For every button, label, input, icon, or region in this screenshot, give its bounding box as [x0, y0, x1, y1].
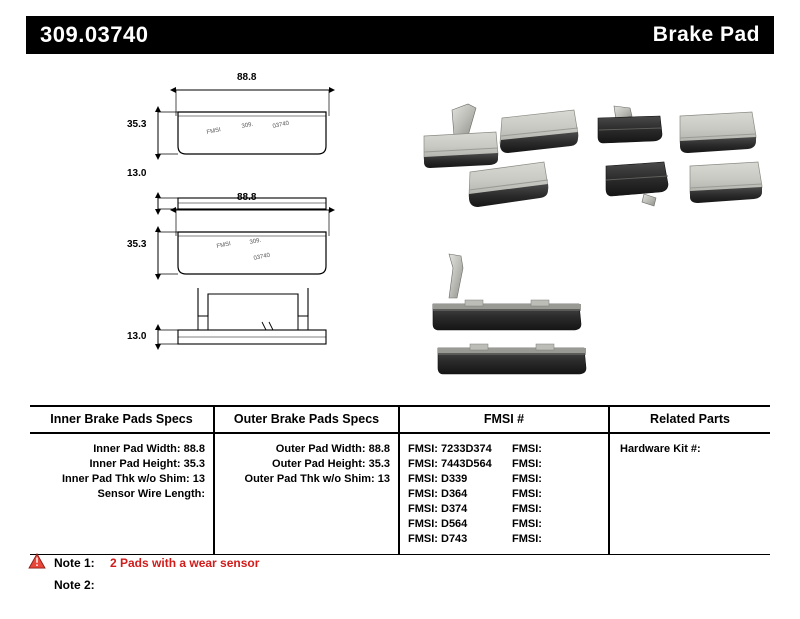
dimension-top-thickness: 13.0 — [127, 168, 147, 179]
note-row — [54, 574, 554, 596]
fmsi-right-value: FMSI: — [512, 487, 542, 500]
fmsi-right-value: FMSI: — [512, 517, 542, 530]
svg-text:309.: 309. — [241, 121, 254, 130]
note-2-label: Note 2: — [54, 578, 95, 592]
dimension-top-width: 88.8 — [237, 72, 257, 83]
inner-pad-height: Inner Pad Height: 35.3 — [89, 457, 205, 470]
fmsi-right-value: FMSI: — [512, 472, 542, 485]
bottom-front-view — [158, 210, 329, 344]
fmsi-row — [400, 516, 608, 531]
fmsi-row — [400, 486, 608, 501]
svg-text:03740: 03740 — [253, 252, 271, 262]
fmsi-row — [400, 456, 608, 471]
outer-specs-cell — [215, 434, 400, 554]
outer-pad-height: Outer Pad Height: 35.3 — [272, 457, 390, 470]
dimension-bottom-width: 88.8 — [237, 192, 257, 203]
svg-text:309.: 309. — [249, 237, 262, 246]
part-number: 309.03740 — [40, 22, 149, 47]
fmsi-left-value: FMSI: D364 — [408, 487, 468, 500]
inner-pad-thickness: Inner Pad Thk w/o Shim: 13 — [61, 472, 205, 485]
column-header-outer: Outer Brake Pads Specs — [215, 407, 400, 432]
fmsi-left-value: FMSI: D374 — [408, 502, 468, 515]
dimension-top-height: 35.3 — [127, 119, 147, 130]
svg-text:FMSI: FMSI — [216, 241, 232, 250]
fmsi-left-value: FMSI: 7233D374 — [408, 442, 492, 455]
fmsi-left-value: FMSI: 7443D564 — [408, 457, 492, 470]
column-header-related: Related Parts — [650, 412, 730, 426]
sensor-wire-length: Sensor Wire Length: — [97, 487, 205, 500]
specs-table-header-row — [30, 407, 770, 434]
outer-pad-width: Outer Pad Width: 88.8 — [275, 442, 390, 455]
drawing-svg — [26, 58, 774, 398]
specs-table-body — [30, 434, 770, 554]
fmsi-right-value: FMSI: — [512, 442, 542, 455]
technical-drawing-area — [26, 58, 774, 398]
warning-icon — [28, 553, 46, 569]
fmsi-right-value: FMSI: — [512, 502, 542, 515]
related-parts-cell — [610, 434, 770, 554]
photo-pad-group-right — [598, 106, 762, 206]
page-title: Brake Pad — [652, 23, 760, 46]
photo-pad-group-left — [424, 104, 578, 207]
specs-table — [30, 405, 770, 555]
fmsi-row — [400, 531, 608, 546]
fmsi-left-value: FMSI: D743 — [408, 532, 468, 545]
fmsi-right-value: FMSI: — [512, 457, 542, 470]
dimension-bottom-height: 35.3 — [127, 239, 147, 250]
fmsi-left-value: FMSI: D564 — [408, 517, 468, 530]
dimension-bottom-thickness: 13.0 — [127, 331, 147, 342]
fmsi-row — [400, 501, 608, 516]
fmsi-row — [400, 471, 608, 486]
note-1-label: Note 1: — [54, 556, 95, 570]
column-header-inner: Inner Brake Pads Specs — [30, 407, 215, 432]
svg-text:FMSI: FMSI — [206, 127, 222, 136]
inner-pad-width: Inner Pad Width: 88.8 — [93, 442, 205, 455]
sheet-header — [26, 16, 774, 54]
fmsi-cell — [400, 434, 610, 554]
column-header-fmsi: FMSI # — [400, 407, 610, 432]
note-row — [54, 552, 554, 574]
notes-section — [54, 552, 554, 596]
note-1-text: 2 Pads with a wear sensor — [110, 556, 260, 570]
fmsi-row — [400, 441, 608, 456]
fmsi-left-value: FMSI: D339 — [408, 472, 468, 485]
svg-text:03740: 03740 — [272, 120, 290, 130]
inner-specs-cell — [30, 434, 215, 554]
photo-pad-edge-views — [433, 254, 586, 374]
hardware-kit-number: Hardware Kit #: — [620, 442, 701, 455]
fmsi-right-value: FMSI: — [512, 532, 542, 545]
outer-pad-thickness: Outer Pad Thk w/o Shim: 13 — [244, 472, 390, 485]
